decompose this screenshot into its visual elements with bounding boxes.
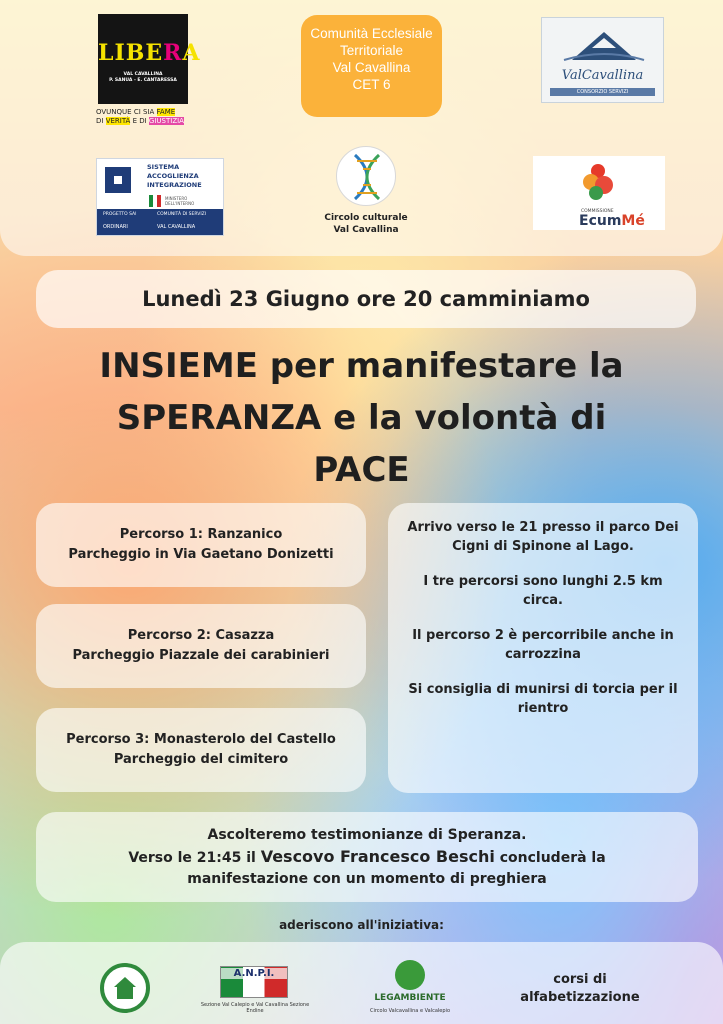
circolo-culturale-label: Circolo culturale Val Cavallina [324, 213, 408, 235]
route-card-1: Percorso 1: Ranzanico Parcheggio in Via Gaetano Donizetti [36, 503, 366, 587]
event-date: Lunedì 23 Giugno ore 20 camminiamo [36, 270, 696, 328]
closing-note: Ascolteremo testimonianze di Speranza. Verso le 21:45 il Vescovo Francesco Beschi concluderà la manifestazione con un momento di preghiera [36, 812, 698, 902]
legambiente-logo: LEGAMBIENTE [374, 993, 446, 1003]
valcavallina-logo: ValCavallina CONSORZIO SERVIZI [541, 17, 664, 103]
libera-logo: LIBERA VAL CAVALLINA P. SANUA - E. CANTARESSA [98, 14, 188, 104]
adherents-label: aderiscono all'iniziativa: [279, 918, 444, 932]
legambiente-caption: Circolo Valcavallina e Valcalepio [369, 1008, 451, 1014]
house-icon [104, 967, 146, 1009]
page-title: INSIEME per manifestare la SPERANZA e la volontà di PACE [99, 346, 624, 490]
anpi-logo: A.N.P.I. [220, 966, 288, 998]
legambiente-swan-icon [395, 960, 425, 990]
association-seal-icon [100, 963, 150, 1013]
anpi-caption: Sezione Val Calepio e Val Cavallina Sezione Endine [200, 1002, 310, 1014]
literacy-courses-label: corsi di alfabetizzazione [520, 972, 640, 1005]
ecumme-logo: COMMISSIONE EcumMé [533, 156, 665, 230]
sai-square-icon [105, 167, 131, 193]
sai-logo: SISTEMA ACCOGLIENZA INTEGRAZIONE MINISTERO DELL'INTERNO PROGETTO SAI COMUNITÀ DI SERVIZI ORDINARI VAL CAVALLINA [96, 158, 224, 236]
event-info-card: Arrivo verso le 21 presso il parco Dei Cigni di Spinone al Lago. I tre percorsi sono lunghi 2.5 km circa. Il percorso 2 è percorribile anche in carrozzina Si consiglia di munirsi di torcia per il rientro [388, 503, 698, 793]
circolo-culturale-logo [336, 146, 396, 206]
libera-tagline: OVUNQUE CI SIA FAME DI VERITÀ E DI GIUSTIZIA [96, 108, 184, 125]
italy-flag-icon [149, 195, 161, 207]
route-card-2: Percorso 2: Casazza Parcheggio Piazzale dei carabinieri [36, 604, 366, 688]
mountain-icon [542, 18, 665, 68]
route-card-3: Percorso 3: Monasterolo del Castello Parcheggio del cimitero [36, 708, 366, 792]
cet-logo: Comunità Ecclesiale Territoriale Val Cavallina CET 6 [301, 15, 442, 117]
dna-icon [337, 147, 397, 207]
